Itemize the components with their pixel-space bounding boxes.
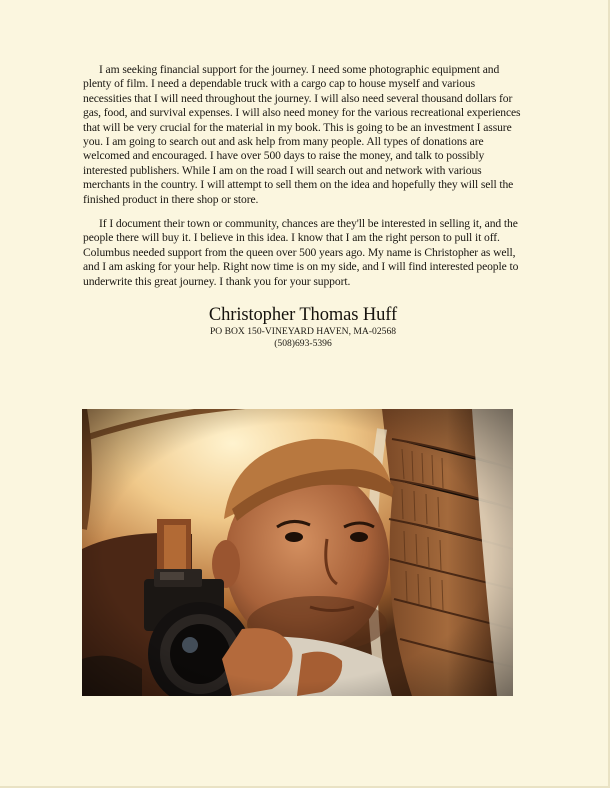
self-portrait-photo <box>82 409 513 696</box>
letter-paragraph-1: I am seeking financial support for the journey. I need some photographic equipment and plenty of film. I need a dependable truck with a cargo cap to house myself and various necessities that I will need throughout the journey. I will also need several thousand dollars for gas, food, and survival expenses. I will also need money for the various recreational experiences that will be very crucial for the material in my book. This is going to be an investment I assure you. I am going to search out and ask help from many people. All types of donations are welcomed and encouraged. I have over 500 days to raise the money, and talk to possibly interested publishers. While I am on the road I will search out and network with various merchants in the country. I will attempt to sell them on the idea and hopefully they will sell the finished product in there shop or store. <box>83 63 521 206</box>
signature-block <box>83 304 523 350</box>
letter-body <box>83 63 523 289</box>
letter-paragraph-2: If I document their town or community, chances are they'll be interested in selling it, and the people there will buy it. I believe in this idea. I know that I am the right person to pull it off. Columbus needed support from the queen over 500 years ago. My name is Christopher as well, and I am asking for your help. Right now time is on my side, and I will find interested people to underwrite this great journey. I thank you for your support. <box>83 217 519 288</box>
photo-illustration <box>82 409 513 696</box>
signature-address: PO BOX 150-VINEYARD HAVEN, MA-02568 <box>209 326 397 337</box>
signature-name: Christopher Thomas Huff <box>208 305 398 325</box>
signature-phone: (508)693-5396 <box>274 338 332 349</box>
